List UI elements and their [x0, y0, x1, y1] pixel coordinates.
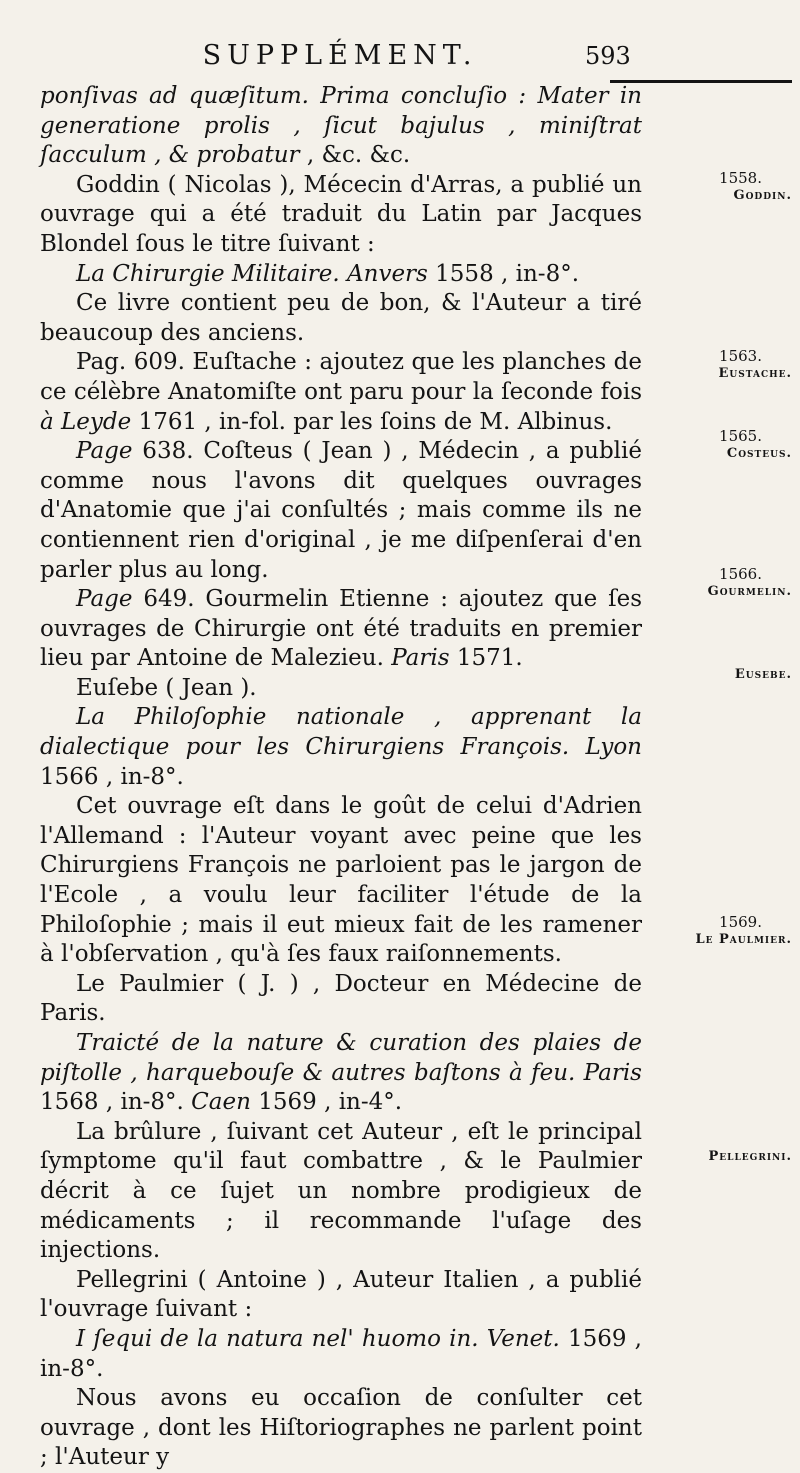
margin-note-pellegrini	[642, 1148, 792, 1165]
text-run: 1566 , in-8°.	[40, 763, 184, 790]
text-run: , &c. &c.	[299, 142, 411, 169]
margin-name: Pellegrini.	[708, 1149, 792, 1164]
paragraph	[40, 437, 642, 585]
margin-year: 1558.	[719, 169, 762, 187]
text-run: Nous avons eu occaſion de conſulter cet ouvrage , dont les Hiſtoriographes ne parlent point ; l'Auteur y	[40, 1385, 642, 1471]
margin-name: Eustache.	[718, 366, 792, 381]
paragraph	[40, 1118, 642, 1266]
text-run: 649. Gourmelin Etienne : ajoutez que ſes ouvrages de Chirurgie ont été traduits en premier lieu par Antoine de Malezieu.	[40, 586, 642, 672]
page-number: 593	[585, 42, 631, 70]
italic-run: ponſivas ad quæſitum. Prima concluſio : Mater in generatione prolis , ſicut bajulus , miniſtrat ſacculum , & probatur	[40, 83, 642, 169]
paragraph	[40, 585, 642, 674]
text-run: 1571.	[449, 645, 523, 672]
text-run: 1569 , in-4°.	[250, 1089, 403, 1116]
text-run: Cet ouvrage eſt dans le goût de celui d'Adrien l'Allemand : l'Auteur voyant avec peine que les Chirurgiens François ne parloient pas le jargon de l'Ecole , a voulu leur faciliter l'étude de la Philoſophie ; mais il eut mieux fait de les ramener à l'obſervation , qu'à ſes faux raiſonnements.	[40, 793, 642, 968]
margin-year: 1569.	[719, 913, 762, 931]
text-run: Goddin ( Nicolas ), Mécecin d'Arras, a publié un ouvrage qui a été traduit du Latin par Jacques Blondel ſous le titre ſuivant :	[40, 171, 642, 257]
italic-run: La Chirurgie Militaire. Anvers	[76, 260, 428, 287]
italic-run: I ſequi de la natura nel' huomo in. Venet.	[76, 1325, 560, 1352]
text-run: 1569 , in-8°.	[40, 1325, 642, 1382]
margin-note-costeus	[642, 428, 792, 462]
margin-name: Le Paulmier.	[695, 932, 792, 947]
margin-note-goddin	[642, 170, 792, 204]
margin-note-eusebe	[642, 666, 792, 683]
paragraph	[40, 289, 642, 348]
paragraph	[40, 703, 642, 792]
italic-run: Traicté de la nature & curation des plaies de piſtolle , harquebouſe & autres baſtons à feu. Paris	[40, 1030, 642, 1086]
italic-run: à Leyde	[40, 408, 132, 435]
margin-year: 1565.	[719, 427, 762, 445]
text-run: Pellegrini ( Antoine ) , Auteur Italien , a publié l'ouvrage ſuivant :	[40, 1266, 642, 1323]
paragraph	[40, 792, 642, 970]
text-run: Ce livre contient peu de bon, & l'Auteur a tiré beaucoup des anciens.	[40, 290, 642, 346]
paragraph	[40, 1266, 642, 1325]
italic-run: Paris	[391, 645, 450, 672]
margin-name: Eusebe.	[734, 667, 792, 682]
paragraph	[40, 348, 642, 437]
paragraph	[40, 1325, 642, 1384]
text-run: Le Paulmier ( J. ) , Docteur en Médecine de Paris.	[40, 970, 642, 1027]
margin-year: 1566.	[719, 565, 762, 583]
paragraph	[40, 970, 642, 1029]
paragraph	[40, 1384, 642, 1473]
text-run: La brûlure , ſuivant cet Auteur , eſt le principal ſymptome qu'il faut combattre , & le Paulmier décrit à ce ſujet un nombre prodigieux de médicaments ; il recommande l'uſage des injections.	[40, 1118, 642, 1264]
margin-name: Gourmelin.	[707, 584, 792, 599]
text-run: Euſebe ( Jean ).	[76, 674, 257, 701]
text-run: 1568 , in-8°.	[40, 1089, 192, 1116]
text-run: Pag. 609. Euſtache : ajoutez que les planches de ce célèbre Anatomiſte ont paru pour la ſeconde fois	[40, 349, 642, 405]
italic-run: Page	[76, 438, 133, 465]
paragraph	[40, 674, 642, 704]
text-run: 1761 , in-fol. par les ſoins de M. Albinus.	[131, 408, 613, 435]
paragraph	[40, 171, 642, 260]
margin-year: 1563.	[719, 347, 762, 365]
paragraph	[40, 82, 642, 171]
italic-run: Page	[76, 586, 133, 613]
running-header: SUPPLÉMENT.	[202, 40, 478, 71]
margin-name: Goddin.	[733, 188, 792, 203]
margin-note-paulmier	[682, 914, 792, 948]
italic-run: Caen	[191, 1089, 251, 1116]
text-body	[40, 82, 642, 1473]
margin-name: Costeus.	[726, 446, 792, 461]
text-run: 638. Coſteus ( Jean ) , Médecin , a publié comme nous l'avons dit quelques ouvrages d'Anatomie que j'ai conſultés ; mais comme ils ne contiennent rien d'original , je me diſpenſerai d'en parler plus au long.	[40, 438, 642, 583]
paragraph	[40, 260, 642, 290]
italic-run: La Philoſophie nationale , apprenant la dialectique pour les Chirurgiens François. Lyon	[40, 704, 642, 761]
margin-note-gourmelin	[642, 566, 792, 600]
text-run: 1558 , in-8°.	[427, 260, 580, 287]
margin-note-eustache	[642, 348, 792, 382]
paragraph	[40, 1029, 642, 1118]
